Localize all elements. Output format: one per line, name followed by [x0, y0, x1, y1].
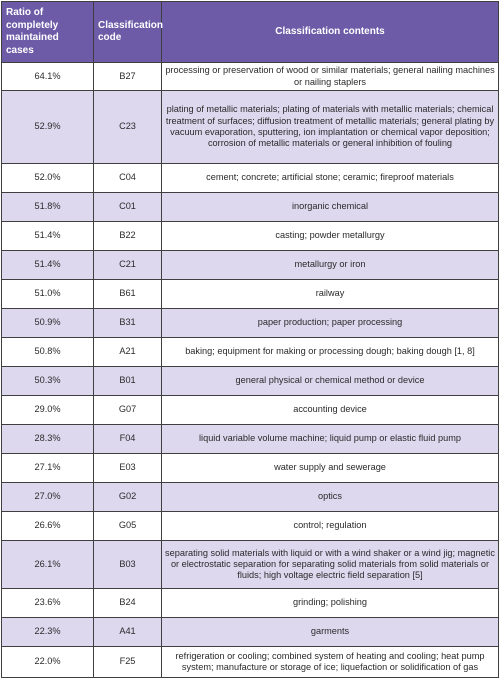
code-cell: F25 [94, 647, 162, 678]
contents-cell: paper production; paper processing [162, 309, 499, 338]
ratio-cell: 52.9% [2, 91, 94, 164]
code-cell: B03 [94, 541, 162, 589]
code-cell: C01 [94, 193, 162, 222]
table-row [2, 222, 499, 251]
table-row [2, 425, 499, 454]
ratio-cell: 50.8% [2, 338, 94, 367]
contents-cell: grinding; polishing [162, 589, 499, 618]
table-row [2, 618, 499, 647]
ratio-cell: 51.4% [2, 222, 94, 251]
classification-table-container [1, 1, 498, 678]
contents-cell: cement; concrete; artificial stone; ceramic; fireproof materials [162, 164, 499, 193]
ratio-cell: 51.8% [2, 193, 94, 222]
contents-cell: separating solid materials with liquid or with a wind shaker or a wind jig; magnetic or electrostatic separation for separating solid materials from solid materials or fluids; high voltage electric field separation [5] [162, 541, 499, 589]
table-row [2, 338, 499, 367]
code-cell: B01 [94, 367, 162, 396]
contents-cell: baking; equipment for making or processing dough; baking dough [1, 8] [162, 338, 499, 367]
contents-cell: liquid variable volume machine; liquid pump or elastic fluid pump [162, 425, 499, 454]
ratio-cell: 51.4% [2, 251, 94, 280]
header-contents: Classification contents [162, 2, 499, 63]
ratio-cell: 64.1% [2, 63, 94, 91]
code-cell: B27 [94, 63, 162, 91]
ratio-cell: 23.6% [2, 589, 94, 618]
table-body [2, 63, 499, 678]
table-row [2, 483, 499, 512]
ratio-cell: 22.3% [2, 618, 94, 647]
contents-cell: water supply and sewerage [162, 454, 499, 483]
contents-cell: plating of metallic materials; plating of materials with metallic materials; chemical treatment of surfaces; diffusion treatment of metallic materials; general plating by vacuum evaporation, sputtering, ion implantation or chemical vapor deposition; corrosion of metallic materials or general inhibition of fouling [162, 91, 499, 164]
table-row [2, 280, 499, 309]
ratio-cell: 50.9% [2, 309, 94, 338]
ratio-cell: 26.1% [2, 541, 94, 589]
table-row [2, 367, 499, 396]
table-row [2, 512, 499, 541]
contents-cell: metallurgy or iron [162, 251, 499, 280]
code-cell: A41 [94, 618, 162, 647]
classification-table [1, 1, 499, 678]
contents-cell: refrigeration or cooling; combined system of heating and cooling; heat pump system; manufacture or storage of ice; liquefaction or solidification of gas [162, 647, 499, 678]
code-cell: G07 [94, 396, 162, 425]
contents-cell: accounting device [162, 396, 499, 425]
ratio-cell: 29.0% [2, 396, 94, 425]
ratio-cell: 50.3% [2, 367, 94, 396]
code-cell: C21 [94, 251, 162, 280]
table-row [2, 454, 499, 483]
contents-cell: processing or preservation of wood or similar materials; general nailing machines or nailing staplers [162, 63, 499, 91]
ratio-cell: 51.0% [2, 280, 94, 309]
ratio-cell: 28.3% [2, 425, 94, 454]
table-row [2, 541, 499, 589]
code-cell: G02 [94, 483, 162, 512]
table-row [2, 91, 499, 164]
contents-cell: optics [162, 483, 499, 512]
table-row [2, 63, 499, 91]
code-cell: E03 [94, 454, 162, 483]
code-cell: B24 [94, 589, 162, 618]
code-cell: G05 [94, 512, 162, 541]
table-row [2, 164, 499, 193]
table-row [2, 396, 499, 425]
ratio-cell: 52.0% [2, 164, 94, 193]
ratio-cell: 27.1% [2, 454, 94, 483]
code-cell: B31 [94, 309, 162, 338]
code-cell: C04 [94, 164, 162, 193]
contents-cell: inorganic chemical [162, 193, 499, 222]
contents-cell: control; regulation [162, 512, 499, 541]
code-cell: F04 [94, 425, 162, 454]
code-cell: C23 [94, 91, 162, 164]
code-cell: B22 [94, 222, 162, 251]
ratio-cell: 22.0% [2, 647, 94, 678]
table-row [2, 647, 499, 678]
code-cell: B61 [94, 280, 162, 309]
table-row [2, 193, 499, 222]
header-code: Classification code [94, 2, 162, 63]
ratio-cell: 26.6% [2, 512, 94, 541]
table-header-row [2, 2, 499, 63]
contents-cell: garments [162, 618, 499, 647]
header-ratio: Ratio of completely maintained cases [2, 2, 94, 63]
contents-cell: general physical or chemical method or device [162, 367, 499, 396]
table-row [2, 309, 499, 338]
ratio-cell: 27.0% [2, 483, 94, 512]
table-row [2, 251, 499, 280]
contents-cell: railway [162, 280, 499, 309]
contents-cell: casting; powder metallurgy [162, 222, 499, 251]
code-cell: A21 [94, 338, 162, 367]
table-row [2, 589, 499, 618]
